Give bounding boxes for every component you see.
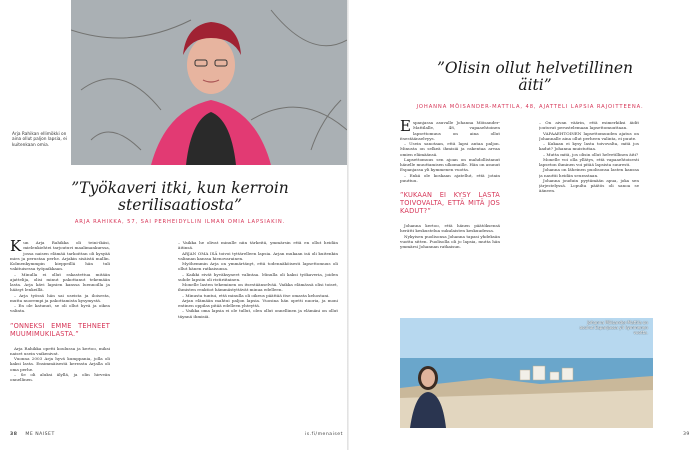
- left-column-1: Kun Arja Rahikka oli teini-ikäsi, mielenkiehtei tarjoutuvi maalimankurssa, jossa naisen elämää tarkoittan oli kysyää mies ja perustaa perhe. Arjakin sisäistä mallin. Kolmenkymmpin kieppeillä hän tuli vakituisessa työpaikkaan. – Minulla ei ollut rakastettua mitään ajattelija, olisi minut pakottanut tekemään lasta. Arja kävi lapsien kanssa luennoilla ja hääsyt lenkeillä. – Arja työssä hän sai useista ja iloisesta, mutta nuorempi ja pakottamista kysymystä. – En ole katunut, se oli ollut hyvä ja oikea valinta. ”ONNEKSI EMME TEHNEET MUUMIMUKILASTA.” Arja Rahikka opetti koulussa ja kertoo, miksi naiset usein vaikenivat. Vuonna 2003 Arja hyvä kumppania, jolla oli kaksi lasta. Ensimmäisestä kerrasta Arjalla oli oma perhe. – Se oli aluksi älyllä, ja olin hirveän onnellinen.: [10, 240, 110, 382]
- footer-left: [10, 432, 55, 437]
- pull-quote-right: ”KUKAAN EI KYSY LASTA TOIVOVALTA, ETTÄ MITÄ JOS KADUT?”: [400, 191, 500, 215]
- left-column-2: – Vaikka he olivat minulle niin tärkeitä, ymmärsin että en ollut heidän äitinsä. ARJAN OMA ISÄ toivoi tyttärelleen lapsia. Arjan mukaan isä oli kuitenkin valinnan kanssa hienovarainen. Myöhemmin Arja on ymmärtänyt, että todennäköisesti lapsettomuus oli ollut hänen ratkaisunsa. – Kaikki eivät hyväksyneet valintaa. Minulla oli kaksi työkaveria, joiden suhde lapsiin oli ristiriitainen. Monelle lasten tekeminen on itsestäänselvää. Vaikka elämässä olisi toiset, ihmisten reaktiot hämmästyttävät minua edelleen. – Minusta tuntui, että minulla oli oikeus päättää itse omasta kehostani. Arjan elämään mahtui paljon lapsia. Vuosina hän opetti nuoria, ja moni entinen oppilas pitää edelleen yhteyttä. – Vaikka oma lapsia ei ole tullut, olen ollut onnellinen ja elämäni on ollut täynnä ihmisiä.: [178, 240, 338, 319]
- portrait-illustration: [71, 0, 347, 165]
- dropcap: K: [10, 240, 22, 255]
- pull-quote-left: ”ONNEKSI EMME TEHNEET MUUMIMUKILASTA.”: [10, 321, 110, 338]
- page-number-left: 38: [10, 432, 18, 437]
- right-column-1: Espanjassa asuvalle Johanna Möisander-Mattilalle, 48, vapaaehtoinen lapsettomuus on aina ollut itsestäänselvyys. – Usein sanotaan, että lapsi antaa paljon. Minusta on selkeä ihmisiä ja rakentaa arvaa omien elämäänsä. Lapsettomuus sen ajoan on mahdollistanut hänelle muuttamisen ulkomaille. Hän on asunut Espanjassa yli kymmenen vuotta. – Enkä ole koskaan ajatellut, että jotain puuttuu. ”KUKAAN EI KYSY LASTA TOIVOVALTA, ETTÄ MITÄ JOS KADUT?” Johanna kertoo, että hänen päätöksensä herätti keskustelua sukulaisten keskuudessa. Nykyisen puolisonsa Johanna tapasi yhdeksän vuotta sitten. Puolisolla oli jo lapsia, mutta hän ymmärsi Johannan ratkaisun.: [400, 120, 500, 249]
- article-title-left: ”Työkaveri itki, kun kerroin sterilisaatiosta”: [71, 179, 289, 214]
- article-subtitle-left: ARJA RAHIKKA, 57, SAI PERHEIDYLLIN ILMAN OMIA LAPSIAKIN.: [74, 219, 286, 225]
- portrait-photo-arja: [71, 0, 347, 165]
- seaside-photo-johanna: [400, 318, 653, 428]
- page-number-right: 39: [683, 432, 690, 437]
- left-page: [0, 0, 347, 450]
- footer-site: is.fi/menaiset: [305, 432, 343, 437]
- article-subtitle-right: JOHANNA MÖISANDER-MATTILA, 48, AJATTELI LAPSIA RAJOITTEENA.: [416, 104, 644, 110]
- photo-caption-right: Johanna Möisander-Mattila on asunut Espanjassa yli kymmenen vuotta.: [579, 320, 648, 335]
- dropcap: E: [400, 120, 411, 135]
- right-column-2: – On aivan väärin, että esimerkiksi äidit joutuvat perustelemaan lapsettomuuttaan. VAPAAEHTOINEN lapsettomuuden ajatus on Johannalle aina ollut perheen valinta, ei puute. – Kukaan ei kysy lasta toivovalta, mitä jos kadut? Johanna muistuttaa. – Mutta mitä, jos olisin ollut helvetillinen äiti? Monelle voi olla yllätys, että vapaaehtoisesti lapseton ihminen voi pitää lapsista suuresti. Johanna on läheinen puolisonsa lasten kanssa ja nauttii heidän seurastaan. Johanna jouduin pyytämään apua, joka sen järjestelyssä. Lopulta päätös oli sanoa se ääneen.: [539, 120, 639, 194]
- right-page: [349, 0, 696, 450]
- article-title-right: ”Olisin ollut helvetillinen äiti”: [437, 59, 633, 94]
- magazine-name: ME NAISET: [25, 432, 55, 437]
- photo-caption: Arja Rahikan ellimökki on aina ollut paljon lapsia, ei kuitenkaan omia.: [12, 132, 67, 148]
